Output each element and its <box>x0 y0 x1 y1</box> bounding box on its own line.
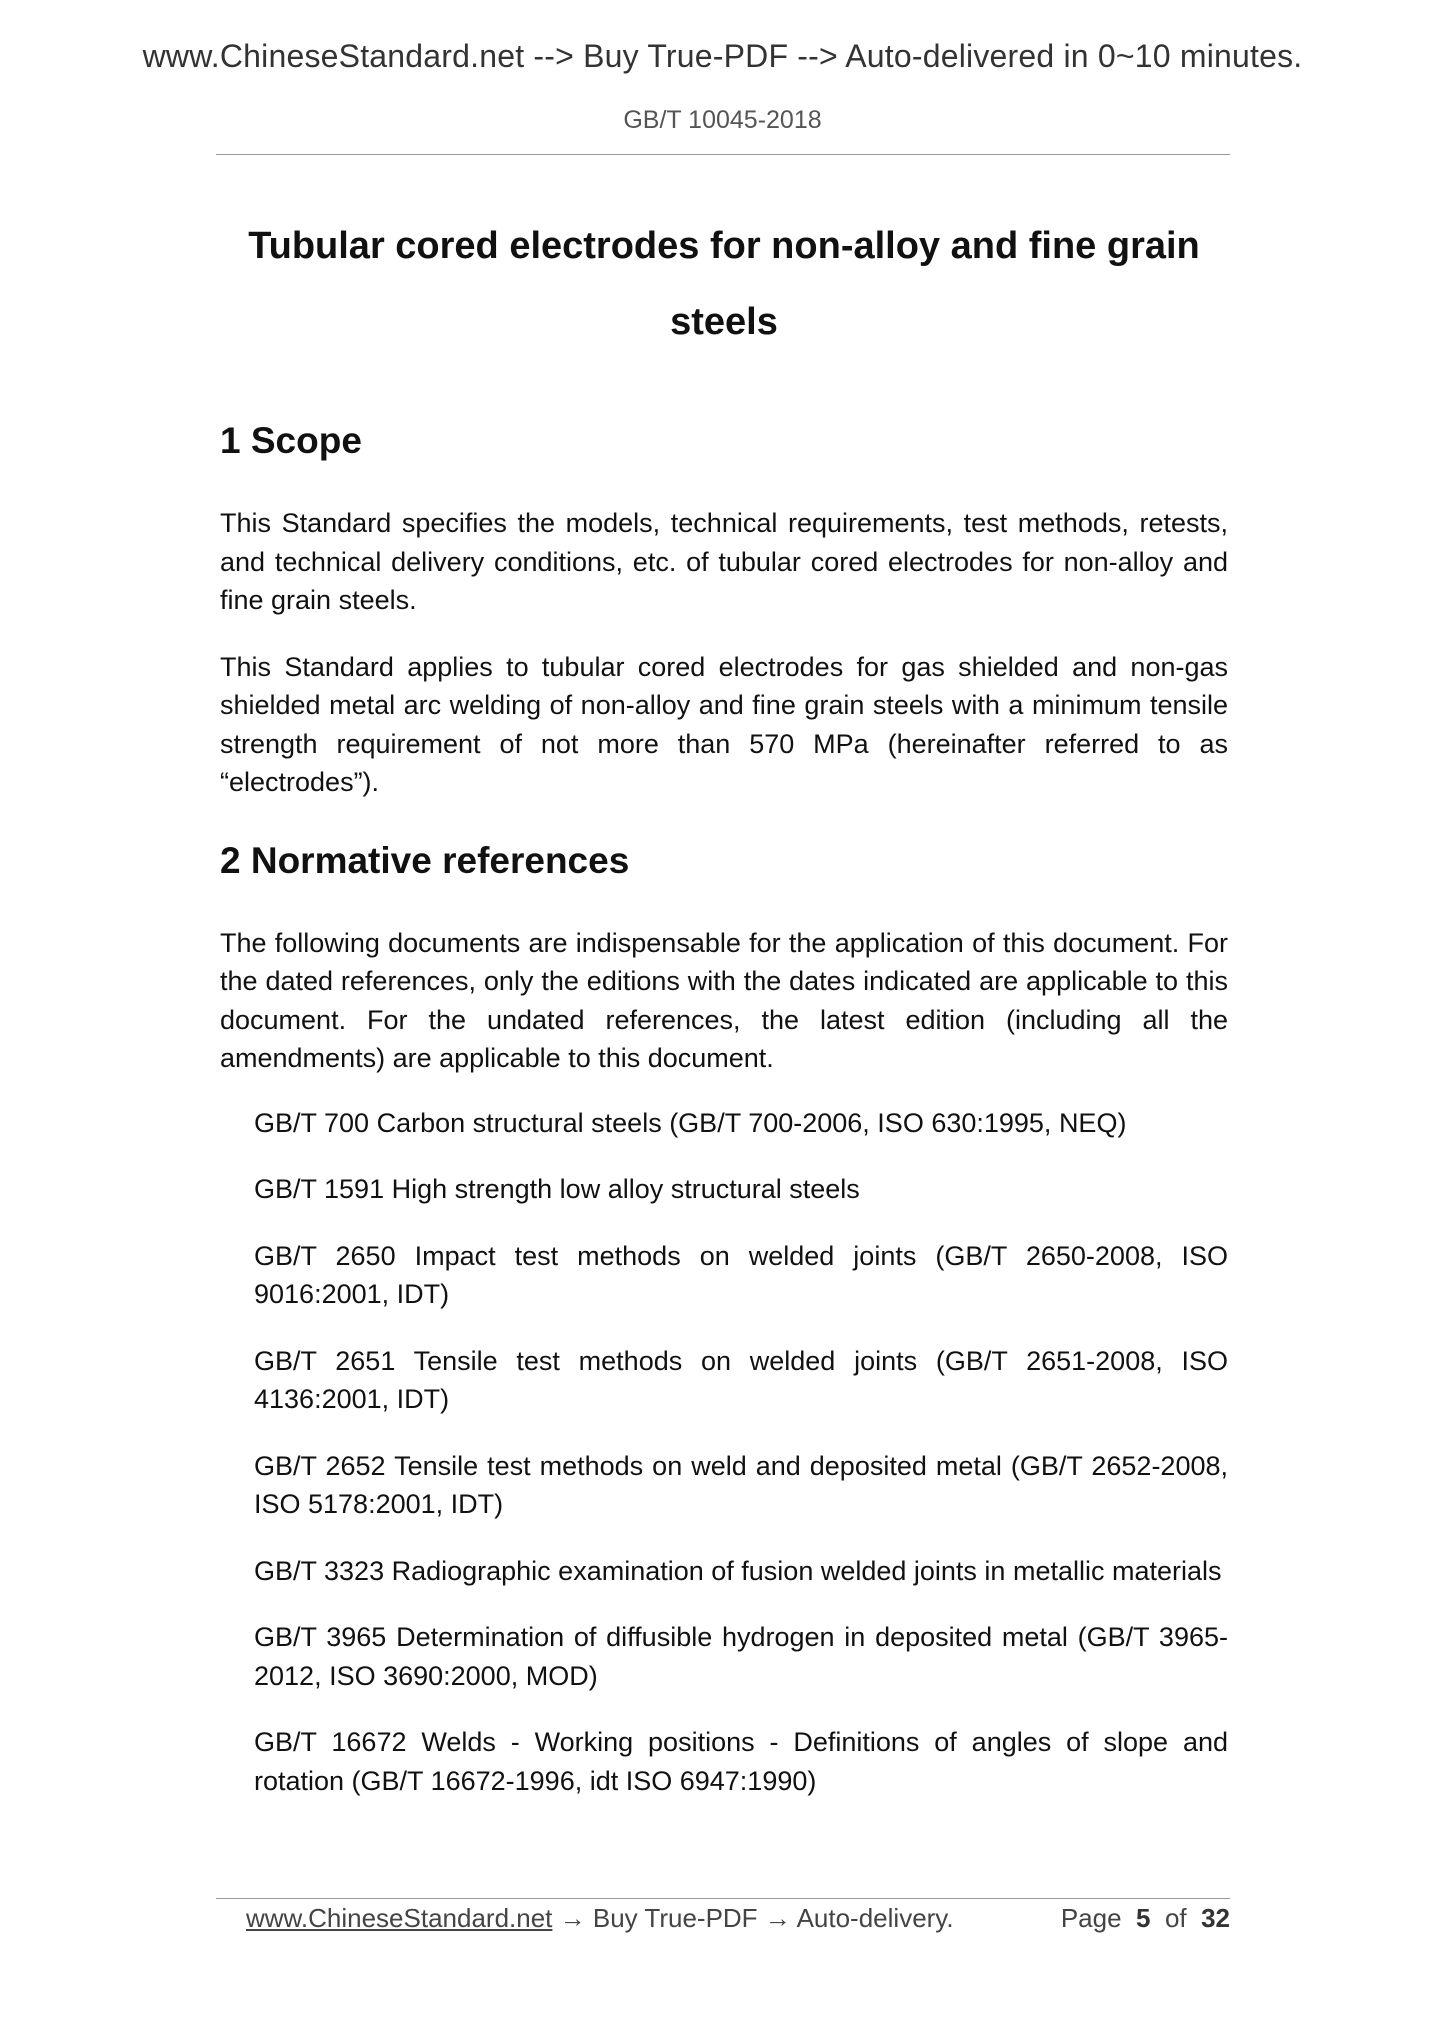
footer-tagline: → Buy True-PDF → Auto-delivery. <box>552 1903 954 1933</box>
reference-item: GB/T 3323 Radiographic examination of fusion welded joints in metallic materials <box>254 1555 1222 1586</box>
reference-item: GB/T 2651 Tensile test methods on welded joints (GB/T 2651-2008, ISO 4136:2001, IDT) <box>254 1345 1228 1414</box>
page-number: 5 <box>1136 1903 1151 1933</box>
standard-code-header: GB/T 10045-2018 <box>623 106 822 134</box>
section-heading-normative-references: 2 Normative references <box>220 839 630 881</box>
reference-item: GB/T 3965 Determination of diffusible hydrogen in deposited metal (GB/T 3965-2012, ISO 3690:2000, MOD) <box>254 1622 1228 1691</box>
reference-item: GB/T 2650 Impact test methods on welded joints (GB/T 2650-2008, ISO 9016:2001, IDT) <box>254 1240 1228 1309</box>
scope-paragraph-1: This Standard specifies the models, technical requirements, test methods, retests, and technical delivery conditions, etc. of tubular cored electrodes for non-alloy and fine grain steels. <box>220 508 1228 615</box>
section-heading-scope: 1 Scope <box>220 420 362 461</box>
page-footer <box>246 1903 1230 1934</box>
footer-site-link[interactable]: www.ChineseStandard.net <box>246 1903 553 1933</box>
page-indicator <box>1061 1903 1230 1934</box>
page-label: Page <box>1060 1903 1122 1933</box>
scope-paragraph-2: This Standard applies to tubular cored electrodes for gas shielded and non-gas shielded metal arc welding of non-alloy and fine grain steels with a minimum tensile strength requirement of not more than 570 MPa (hereinafter referred to as “electrodes”). <box>220 651 1228 797</box>
reference-list <box>254 1104 1228 1801</box>
reference-item: GB/T 16672 Welds - Working positions - Definitions of angles of slope and rotation (GB/T 16672-1996, idt ISO 6947:1990) <box>254 1727 1228 1796</box>
reference-item: GB/T 700 Carbon structural steels (GB/T 700-2006, ISO 630:1995, NEQ) <box>254 1107 1127 1138</box>
header-divider <box>216 154 1230 155</box>
of-label: of <box>1164 1903 1187 1933</box>
normative-references-intro: The following documents are indispensable for the application of this document. For the dated references, only the editions with the dates indicated are applicable to this document. For the undated references, the latest edition (including all the amendments) are applicable to this document. <box>220 927 1228 1073</box>
total-pages: 32 <box>1201 1903 1230 1933</box>
reference-item: GB/T 1591 High strength low alloy structural steels <box>254 1174 860 1204</box>
document-body <box>220 190 1228 1828</box>
footer-divider <box>216 1898 1230 1899</box>
document-title: Tubular cored electrodes for non-alloy and fine grain steels <box>248 225 1200 343</box>
site-banner: www.ChineseStandard.net --> Buy True-PDF --> Auto-delivered in 0~10 minutes. <box>142 38 1303 74</box>
reference-item: GB/T 2652 Tensile test methods on weld and deposited metal (GB/T 2652-2008, ISO 5178:2001, IDT) <box>254 1450 1228 1519</box>
